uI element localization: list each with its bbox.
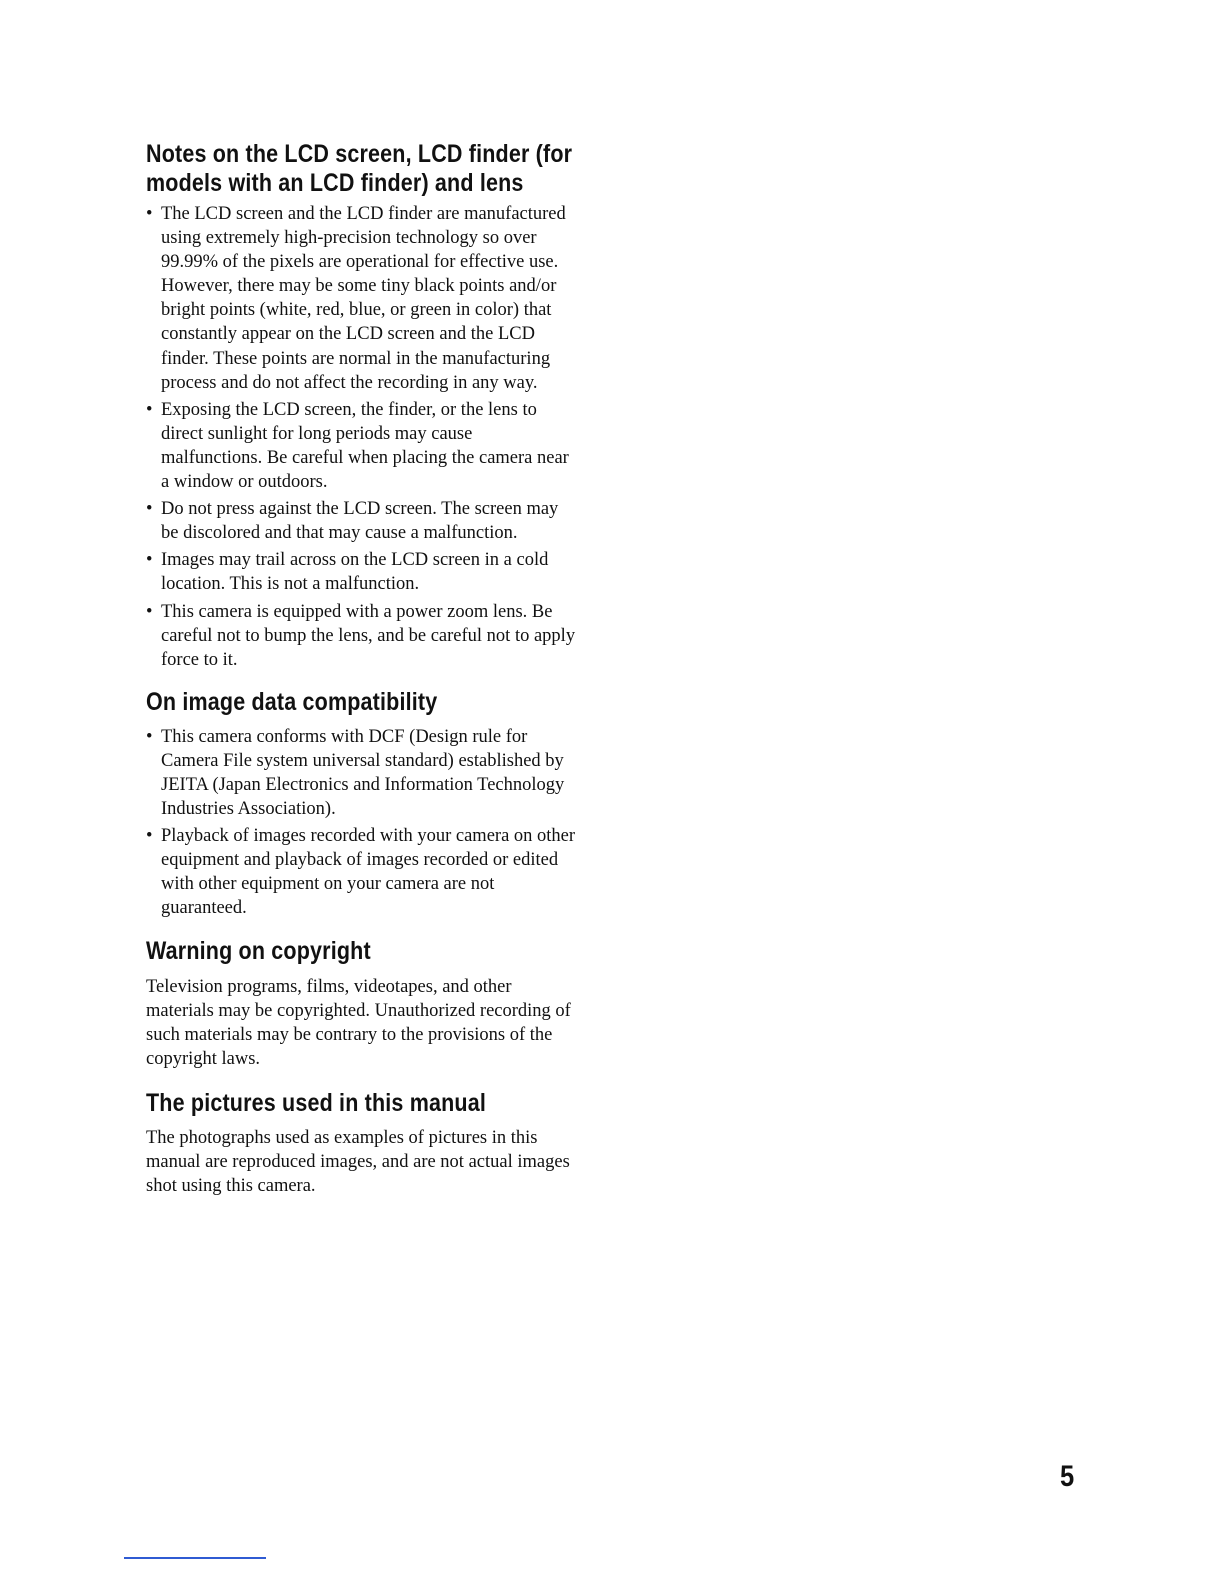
- bullet-icon: •: [146, 204, 153, 224]
- bullet-icon: •: [146, 399, 153, 420]
- list-item: • Images may trail across on the LCD screen in a cold location. This is not a malfunction.: [146, 550, 549, 595]
- list-item: • Playback of images recorded with your camera on other equipment and playback of images recorded or edited with other equipment on your camera are not guaranteed.: [146, 826, 576, 919]
- bullet-icon: •: [146, 726, 153, 747]
- bullet-icon: •: [146, 499, 153, 520]
- list-item: • Do not press against the LCD screen. The screen may be discolored and that may cause a malfunction.: [146, 499, 559, 544]
- section-image-compatibility: [146, 688, 576, 921]
- copyright-paragraph: Television programs, films, videotapes, and other materials may be copyrighted. Unauthorized recording of such materials may be contrary to the provisions of the copyright laws.: [146, 976, 571, 1069]
- list-item: • This camera is equipped with a power zoom lens. Be careful not to bump the lens, and be careful not to apply force to it.: [146, 601, 576, 670]
- section-pictures: [146, 1089, 576, 1198]
- bullet-icon: •: [146, 550, 153, 571]
- page-number: 5: [1060, 1460, 1075, 1493]
- bullet-list-lcd-notes: [146, 202, 576, 672]
- bullet-list-image-compatibility: [146, 725, 576, 921]
- section-heading-copyright: Warning on copyright: [146, 936, 371, 965]
- bullet-icon: •: [146, 601, 153, 622]
- bullet-icon: •: [146, 826, 153, 847]
- list-item: • The LCD screen and the LCD finder are manufactured using extremely high-precision technology so over 99.99% of the pixels are operational for effective use. However, there may be some tiny black points and/or bright points (white, red, blue, or green in color) that constantly appear on the LCD screen and the LCD finder. These points are normal in the manufacturing process and do not affect the recording in any way.: [146, 204, 566, 393]
- pictures-paragraph: The photographs used as examples of pictures in this manual are reproduced images, and are not actual images shot using this camera.: [146, 1127, 570, 1197]
- section-heading-image-compatibility: On image data compatibility: [146, 687, 438, 716]
- section-heading-pictures: The pictures used in this manual: [146, 1088, 487, 1117]
- section-lcd-notes: [146, 140, 576, 672]
- footer-rule: [124, 1557, 266, 1559]
- list-item: • This camera conforms with DCF (Design rule for Camera File system universal standard) established by JEITA (Japan Electronics and Information Technology Industries Association).: [146, 726, 565, 820]
- section-copyright: [146, 937, 576, 1071]
- section-heading-lcd-notes: Notes on the LCD screen, LCD finder (for models with an LCD finder) and lens: [146, 140, 573, 197]
- main-column: [146, 140, 576, 1198]
- list-item: • Exposing the LCD screen, the finder, or the lens to direct sunlight for long periods may cause malfunctions. Be careful when placing the camera near a window or outdoors.: [146, 399, 569, 493]
